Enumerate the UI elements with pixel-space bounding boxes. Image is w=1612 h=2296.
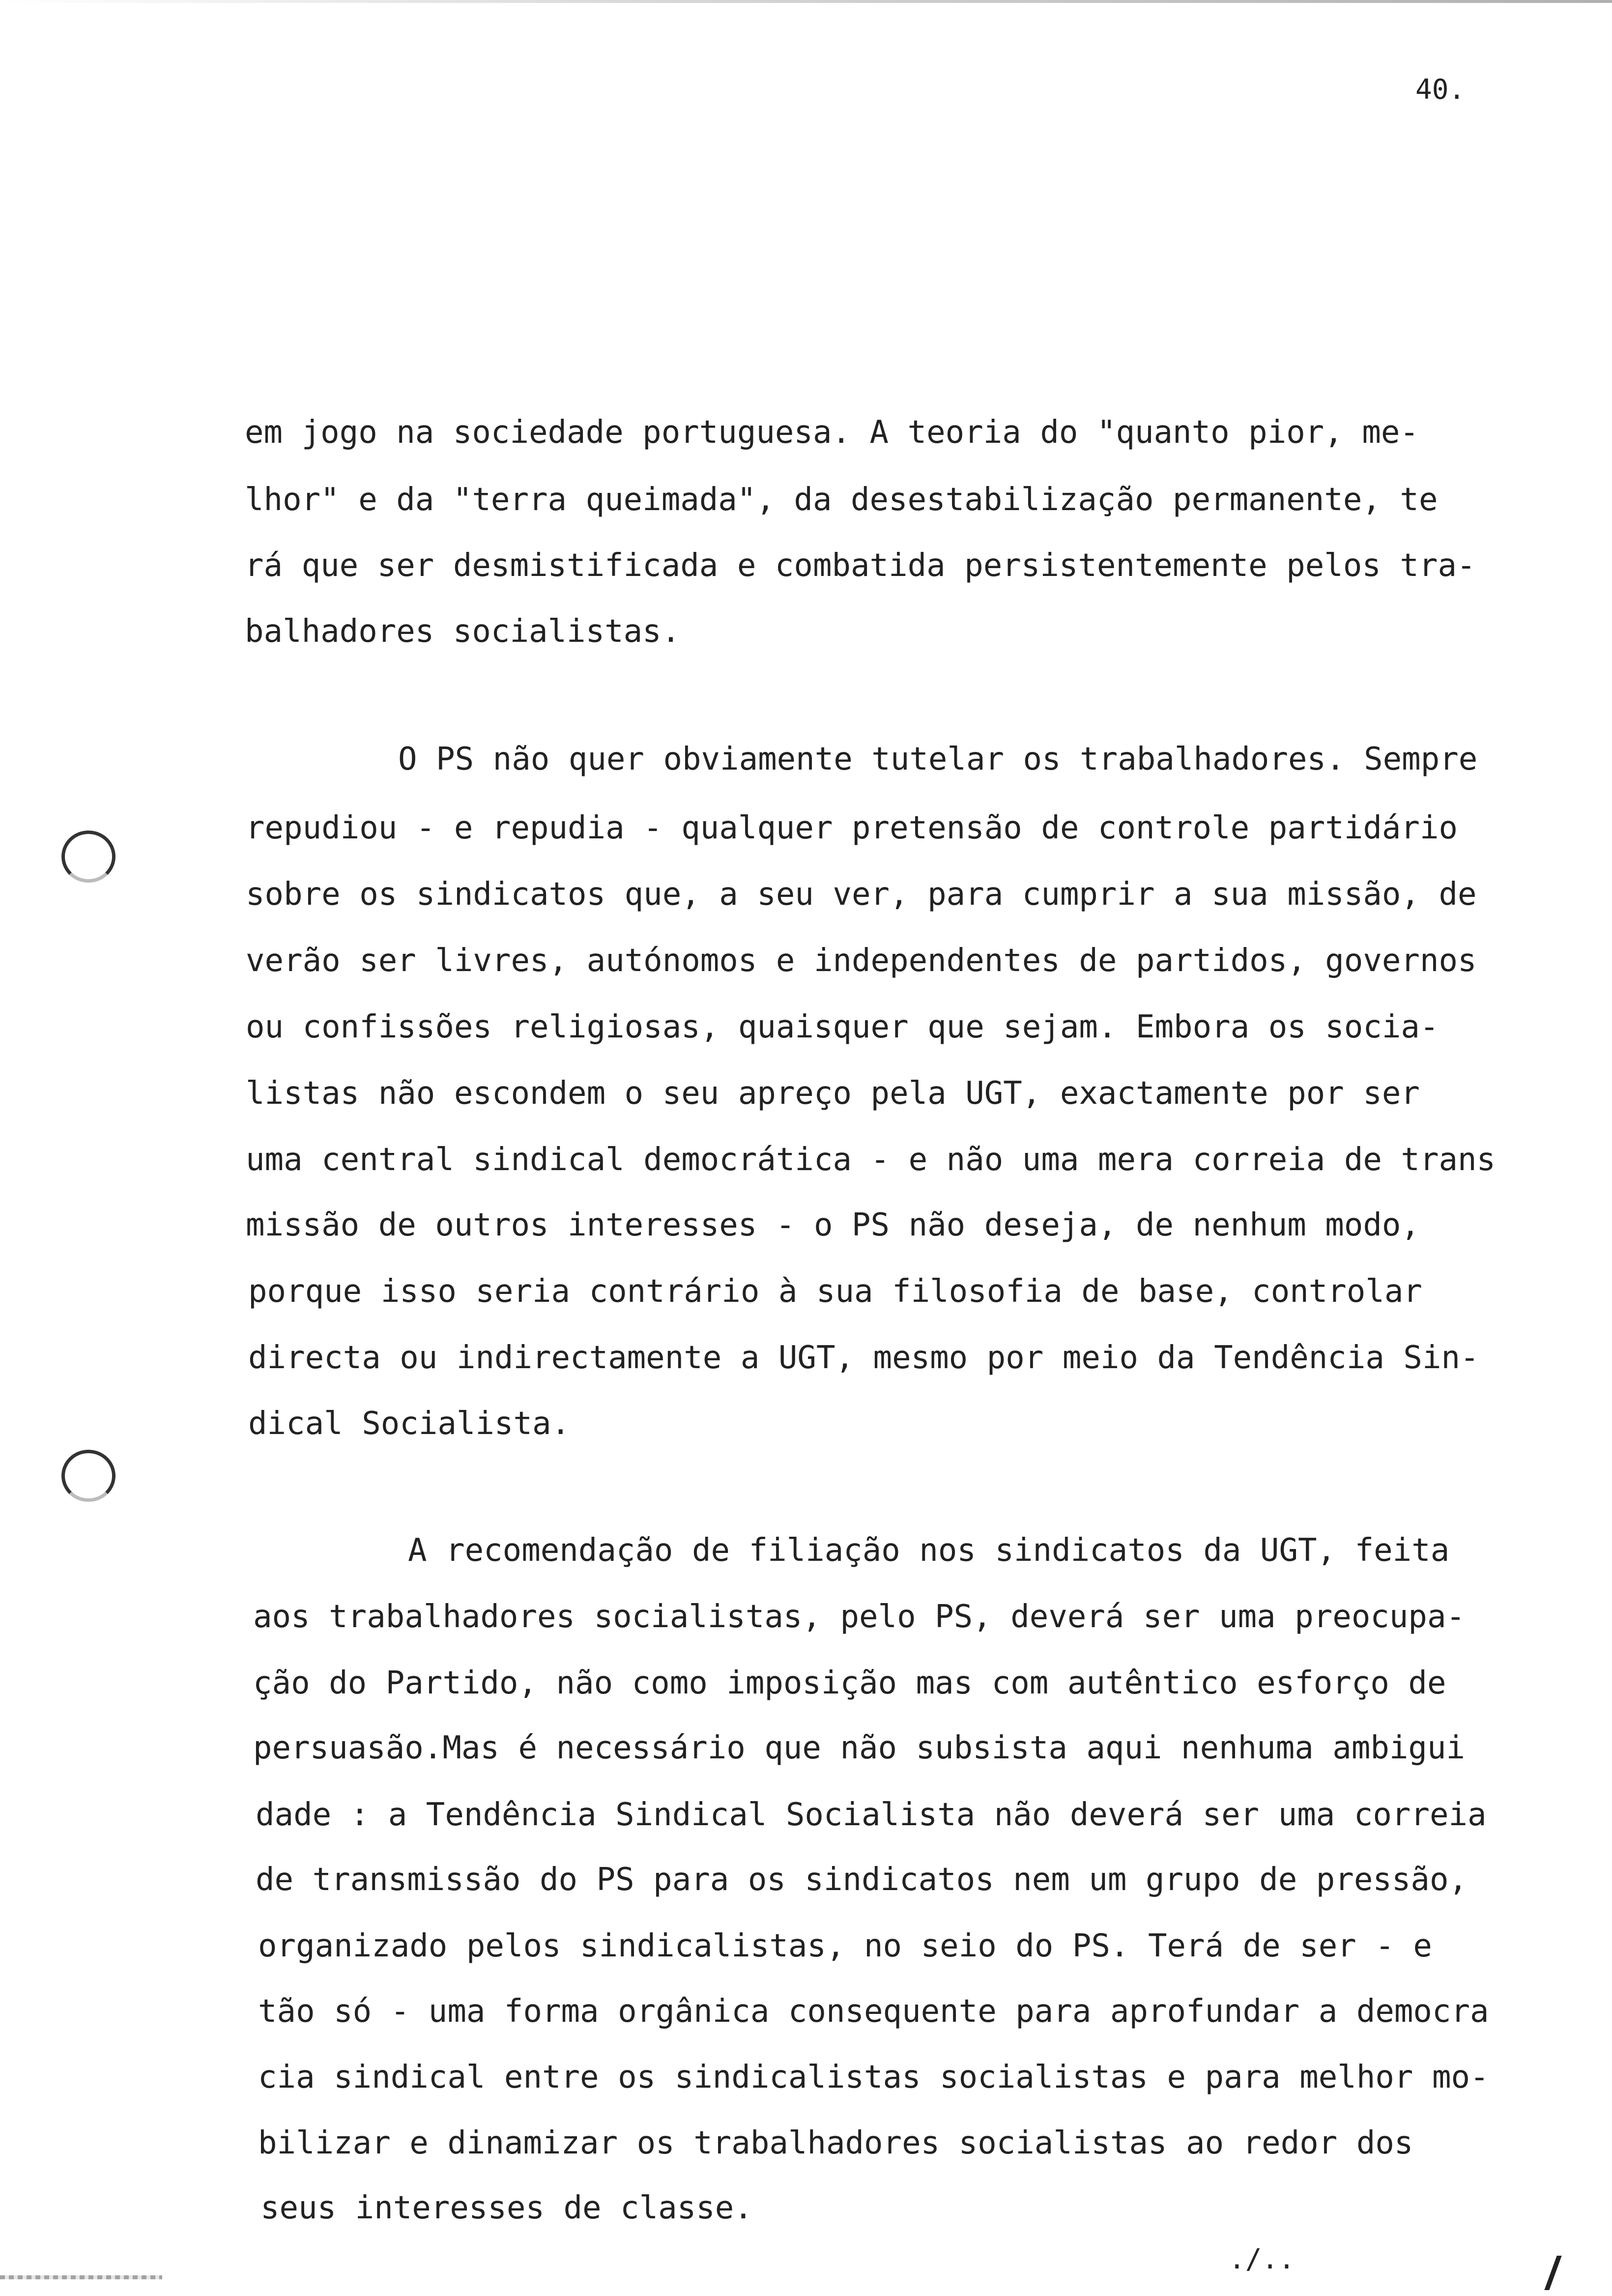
scan-corner-mark [1544, 2256, 1576, 2290]
text-line: verão ser livres, autónomos e independentes de partidos, governos [246, 943, 1477, 979]
text-line: ou confissões religiosas, quaisquer que sejam. Embora os socia- [246, 1009, 1439, 1045]
text-line: de transmissão do PS para os sindicatos nem um grupo de pressão, [256, 1862, 1468, 1898]
text-line: seus interesses de classe. [260, 2190, 753, 2226]
text-line: lhor" e da "terra queimada", da desestabilização permanente, te [245, 482, 1438, 518]
text-line: em jogo na sociedade portuguesa. A teoria do "quanto pior, me- [245, 414, 1419, 451]
scan-top-edge [0, 0, 1612, 3]
continuation-mark: ./.. [1229, 2243, 1295, 2275]
text-line: rá que ser desmistificada e combatida persistentemente pelos tra- [245, 547, 1476, 584]
text-line: uma central sindical democrática - e não uma mera correia de trans [246, 1142, 1496, 1178]
text-line: ção do Partido, não como imposição mas com autêntico esforço de [253, 1665, 1446, 1701]
text-line: persuasão.Mas é necessário que não subsista aqui nenhuma ambigui [253, 1730, 1465, 1766]
punch-hole-lower [61, 1450, 115, 1502]
text-line: aos trabalhadores socialistas, pelo PS, deverá ser uma preocupa- [253, 1599, 1465, 1635]
text-line: porque isso seria contrário à sua filosofia de base, controlar [248, 1273, 1422, 1310]
text-line: dade : a Tendência Sindical Socialista não deverá ser uma correia [256, 1797, 1487, 1833]
text-line: directa ou indirectamente a UGT, mesmo por meio da Tendência Sin- [248, 1340, 1479, 1376]
text-line: missão de outros interesses - o PS não deseja, de nenhum modo, [246, 1207, 1420, 1243]
text-line: sobre os sindicatos que, a seu ver, para cumprir a sua missão, de [246, 876, 1477, 913]
text-line: bilizar e dinamizar os trabalhadores socialistas ao redor dos [258, 2125, 1413, 2161]
text-line: organizado pelos sindicalistas, no seio do PS. Terá de ser - e [258, 1928, 1432, 1964]
text-line: dical Socialista. [248, 1406, 571, 1442]
page-number: 40. [1415, 74, 1466, 106]
text-line: balhadores socialistas. [245, 613, 681, 650]
text-line: O PS não quer obviamente tutelar os trabalhadores. Sempre [398, 741, 1478, 777]
text-line: A recomendação de filiação nos sindicatos da UGT, feita [408, 1532, 1450, 1569]
scan-bottom-edge [0, 2275, 162, 2279]
text-line: cia sindical entre os sindicalistas socialistas e para melhor mo- [258, 2059, 1489, 2095]
punch-hole-upper [61, 831, 115, 883]
text-line: listas não escondem o seu apreço pela UGT, exactamente por ser [246, 1075, 1420, 1112]
text-line: tão só - uma forma orgânica consequente para aprofundar a democra [258, 1993, 1489, 2030]
text-line: repudiou - e repudia - qualquer pretensão de controle partidário [246, 810, 1458, 846]
